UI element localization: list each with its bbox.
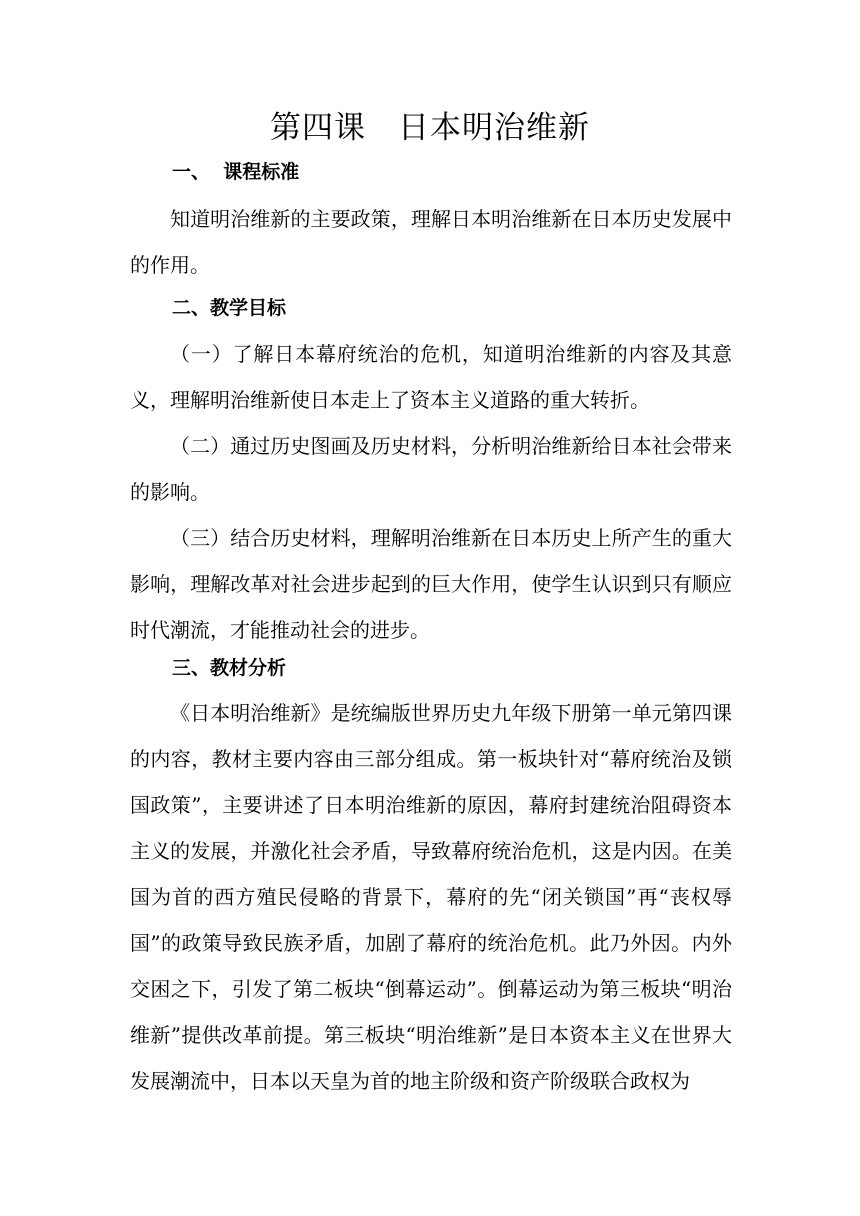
paragraph-objective-3: （三）结合历史材料，理解明治维新在日本历史上所产生的重大影响，理解改革对社会进步起到的巨大作用，使学生认识到只有顺应时代潮流，才能推动社会的进步。 [130, 526, 732, 642]
paragraph-objective-1: （一）了解日本幕府统治的危机，知道明治维新的内容及其意义，理解明治维新使日本走上了资本主义道路的重大转折。 [130, 342, 732, 412]
page-title: 第四课 日本明治维新 [270, 110, 590, 146]
paragraph-objective-2: （二）通过历史图画及历史材料，分析明治维新给日本社会带来的影响。 [130, 434, 732, 504]
section-heading-teaching-objectives: 二、教学目标 [172, 297, 287, 319]
paragraph-textbook-analysis: 《日本明治维新》是统编版世界历史九年级下册第一单元第四课的内容，教材主要内容由三部分组成。第一板块针对“幕府统治及锁国政策”，主要讲述了日本明治维新的原因，幕府封建统治阻碍资本主义的发展，并激化社会矛盾，导致幕府统治危机，这是内因。在美国为首的西方殖民侵略的背景下，幕府的先“闭关锁国”再“丧权辱国”的政策导致民族矛盾，加剧了幕府的统治危机。此乃外因。内外交困之下，引发了第二板块“倒幕运动”。倒幕运动为第三板块“明治维新”提供改革前提。第三板块“明治维新”是日本资本主义在世界大发展潮流中，日本以天皇为首的地主阶级和资产阶级联合政权为 [130, 701, 732, 1093]
section-heading-curriculum-standard: 一、 课程标准 [172, 161, 300, 183]
paragraph-curriculum-standard: 知道明治维新的主要政策，理解日本明治维新在日本历史发展中的作用。 [130, 207, 732, 277]
section-heading-textbook-analysis: 三、教材分析 [172, 657, 287, 679]
